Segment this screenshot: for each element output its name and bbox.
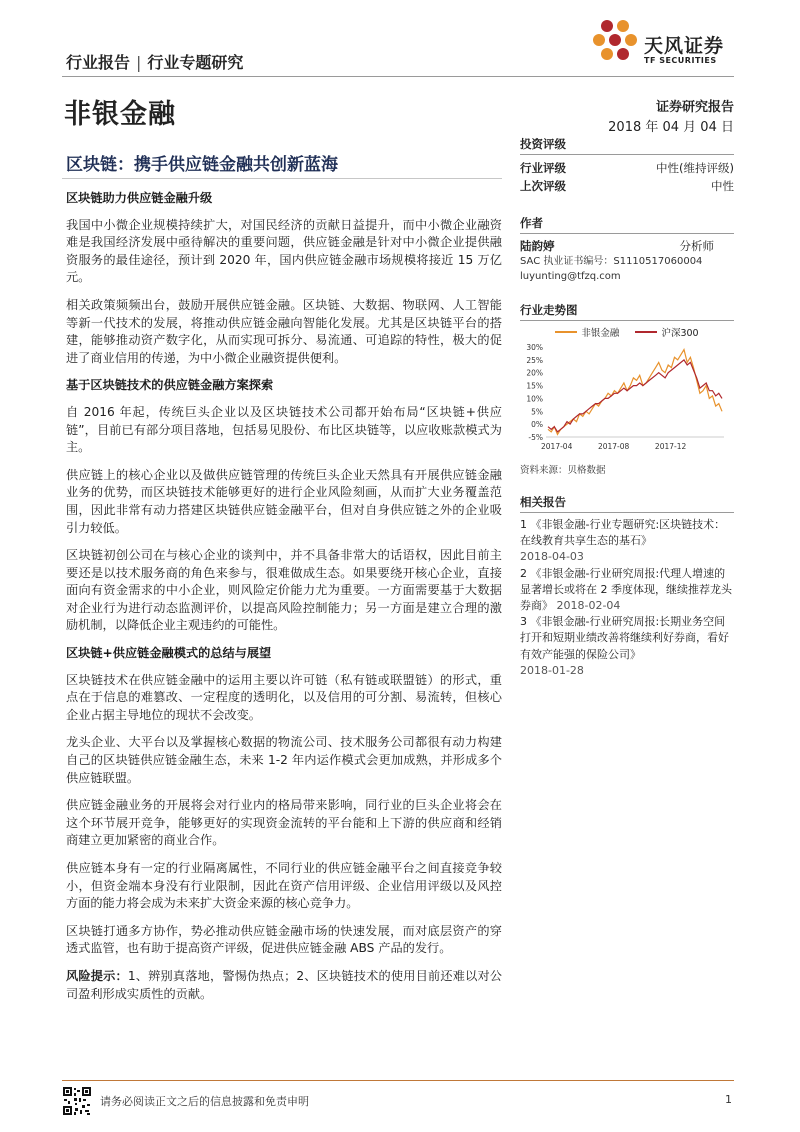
chart-source: 资料来源：贝格数据 (520, 465, 606, 476)
legend-label: 非银金融 (581, 328, 620, 339)
author-license: SAC 执业证书编号：S1110517060004 (520, 256, 703, 267)
section-heading: 基于区块链技术的供应链金融方案探索 (66, 378, 274, 393)
related-num: 1 (520, 518, 527, 531)
related-reports (520, 517, 734, 679)
y-tick-label: 15% (526, 381, 543, 391)
related-title: 《非银金融-行业专题研究:区块链技术：在线教育共享生态的基石》 (520, 518, 726, 548)
industry-rating-label: 行业评级 (520, 161, 566, 175)
category-label: 行业报告 (66, 53, 131, 72)
previous-rating-row (520, 177, 734, 195)
page-number: 1 (725, 1093, 732, 1106)
paragraph: 龙头企业、大平台以及掌握核心数据的物流公司、技术服务公司都很有动力构建自己的区块链供应链金融生态，未来 1-2 年内运作模式会更加成熟，并形成多个供应链联盟。 (66, 735, 502, 785)
related-date: 2018-01-28 (520, 663, 584, 677)
legend-swatch (635, 331, 657, 333)
category-separator: | (136, 53, 142, 72)
related-heading: 相关报告 (520, 494, 734, 513)
paragraph: 供应链金融业务的开展将会对行业内的格局带来影响，同行业的巨头企业将会在这个环节展开竞争，能够更好的实现资金流转的平台能和上下游的供应商和经销商建立更加紧密的商业合作。 (66, 798, 502, 848)
legend-label: 沪深300 (661, 328, 699, 339)
legend-item (555, 325, 619, 339)
risk-warning (66, 968, 502, 1003)
paragraph: 区块链技术在供应链金融中的运用主要以许可链（私有链或联盟链）的形式，重点在于信息的难篡改、一定程度的透明化，以及信用的可分割、易流转，但核心企业占据主导地位的现状不会改变。 (66, 672, 502, 722)
report-type: 证券研究报告 (655, 100, 734, 115)
previous-rating-value: 中性 (711, 179, 734, 193)
related-report-item[interactable] (520, 566, 734, 615)
paragraph: 供应链本身有一定的行业隔离属性，不同行业的供应链金融平台之间直接竞争较小，但资金端本身没有行业限制，因此在资产信用评级、企业信用评级以及风控方面的能力将会成为未来扩大资金来源的核心竞争力。 (66, 861, 502, 911)
trend-chart (520, 325, 734, 476)
risk-label: 风险提示： (66, 968, 128, 983)
related-report-item[interactable] (520, 614, 734, 663)
brand-name: 天风证券 (644, 35, 725, 57)
y-tick-label: 0% (531, 420, 543, 430)
y-tick-label: -5% (528, 433, 543, 442)
paragraph: 我国中小微企业规模持续扩大，对国民经济的贡献日益提升，而中小微企业融资难是我国经济发展中亟待解决的重要问题，供应链金融是针对中小微企业提供融资服务的最佳途径，预计到 2020 年，国内供应链金融市场规模将接近 15 万亿元。 (66, 217, 502, 285)
y-tick-label: 25% (526, 355, 543, 365)
related-num: 2 (520, 566, 527, 580)
author-name: 陆韵婷 (520, 239, 555, 253)
x-tick-label: 2017-08 (597, 442, 630, 451)
related-num: 3 (520, 615, 527, 629)
paragraph: 供应链上的核心企业以及做供应链管理的传统巨头企业天然具有开展供应链金融业务的优势，而区块链技术能够更好的进行企业风险刻画，从而扩大业务覆盖范围，因此非常有动力搭建区块链供应链金融平台，但对自身供应链之外的企业吸引力较低。 (66, 467, 502, 535)
industry-rating-value: 中性(维持评级) (656, 161, 734, 175)
author-email[interactable]: luyunting@tfzq.com (520, 271, 621, 282)
related-title: 《非银金融-行业研究周报:代理人增速的显著增长或将在 2 季度体现，继续推荐龙头券商》 (520, 566, 732, 613)
legend-item (635, 325, 698, 339)
title-divider (62, 178, 502, 179)
footer-disclaimer: 请务必阅读正文之后的信息披露和免责申明 (100, 1095, 309, 1108)
author-role: 分析师 (679, 239, 714, 253)
paragraph: 区块链打通多方协作，势必推动供应链金融市场的快速发展，而对底层资产的穿透式监管，也有助于提高资产评级，促进供应链金融 ABS 产品的发行。 (66, 923, 502, 956)
series-line-index (548, 360, 722, 432)
related-date: 2018-02-04 (556, 599, 621, 613)
sidebar (520, 136, 734, 679)
industry-rating-row (520, 159, 734, 177)
header-divider (62, 76, 734, 77)
previous-rating-label: 上次评级 (520, 179, 566, 193)
footer-divider (62, 1080, 734, 1081)
paragraph: 区块链初创公司在与核心企业的谈判中，并不具备非常大的话语权，因此目前主要还是以技术服务商的角色来参与，很难做成生态。如果要绕开核心企业，直接面向有资金需求的中小企业，则风险定价能力尤为重要。一方面需要基于大数据对企业行为进行动态监测评价，以提高风险控制能力；另一方面是建立合理的激励机制，以降低企业主观违约的可能性。 (66, 548, 502, 633)
related-date: 2018-04-03 (520, 550, 584, 564)
trend-chart-plot (520, 341, 734, 453)
rating-heading: 投资评级 (520, 136, 734, 155)
sector-title: 非银金融 (64, 99, 176, 130)
chart-legend (520, 325, 734, 339)
series-line-sector (548, 350, 722, 435)
paragraph: 自 2016 年起，传统巨头企业以及区块链技术公司都开始布局“区块链+供应链”，目前已有部分项目落地，包括易见股份、布比区块链等，以应收账款模式为主。 (66, 404, 502, 455)
legend-swatch (555, 331, 577, 333)
x-tick-label: 2017-12 (654, 442, 687, 451)
related-report-item[interactable] (520, 517, 734, 549)
brand-subtitle: TF SECURITIES (644, 56, 717, 65)
trend-heading: 行业走势图 (520, 302, 734, 321)
subcategory-label: 行业专题研究 (147, 53, 244, 72)
related-title: 《非银金融-行业研究周报:长期业务空间打开和短期业绩改善将继续利好券商，看好有效产能强的保险公司》 (520, 615, 729, 661)
risk-text: 1、辨别真落地，警惕伪热点；2、区块链技术的使用目前还难以对公司盈利形成实质性的贡献。 (66, 968, 502, 1001)
qr-code-icon (62, 1086, 92, 1116)
author-row (520, 238, 734, 254)
y-tick-label: 10% (526, 394, 543, 404)
paragraph: 相关政策频频出台，鼓励开展供应链金融。区块链、大数据、物联网、人工智能等新一代技术的发展，将推动供应链金融向智能化发展。尤其是区块链平台的搭建，能够推动资产数字化，从而实现可拆分、易流通、可追踪的特性，极大的促进了商业信用的传递，为中小微企业融资提供便利。 (66, 297, 502, 365)
author-heading: 作者 (520, 215, 734, 234)
y-tick-label: 20% (526, 368, 543, 378)
report-date: 2018 年 04 月 04 日 (608, 120, 734, 135)
section-heading: 区块链助力供应链金融升级 (66, 191, 213, 205)
section-heading: 区块链+供应链金融模式的总结与展望 (66, 646, 272, 661)
report-title: 区块链：携手供应链金融共创新蓝海 (66, 155, 338, 175)
y-tick-label: 5% (531, 407, 543, 417)
report-category (66, 50, 243, 73)
y-tick-label: 30% (526, 343, 543, 352)
main-content (66, 190, 502, 1013)
x-tick-label: 2017-04 (541, 442, 573, 451)
